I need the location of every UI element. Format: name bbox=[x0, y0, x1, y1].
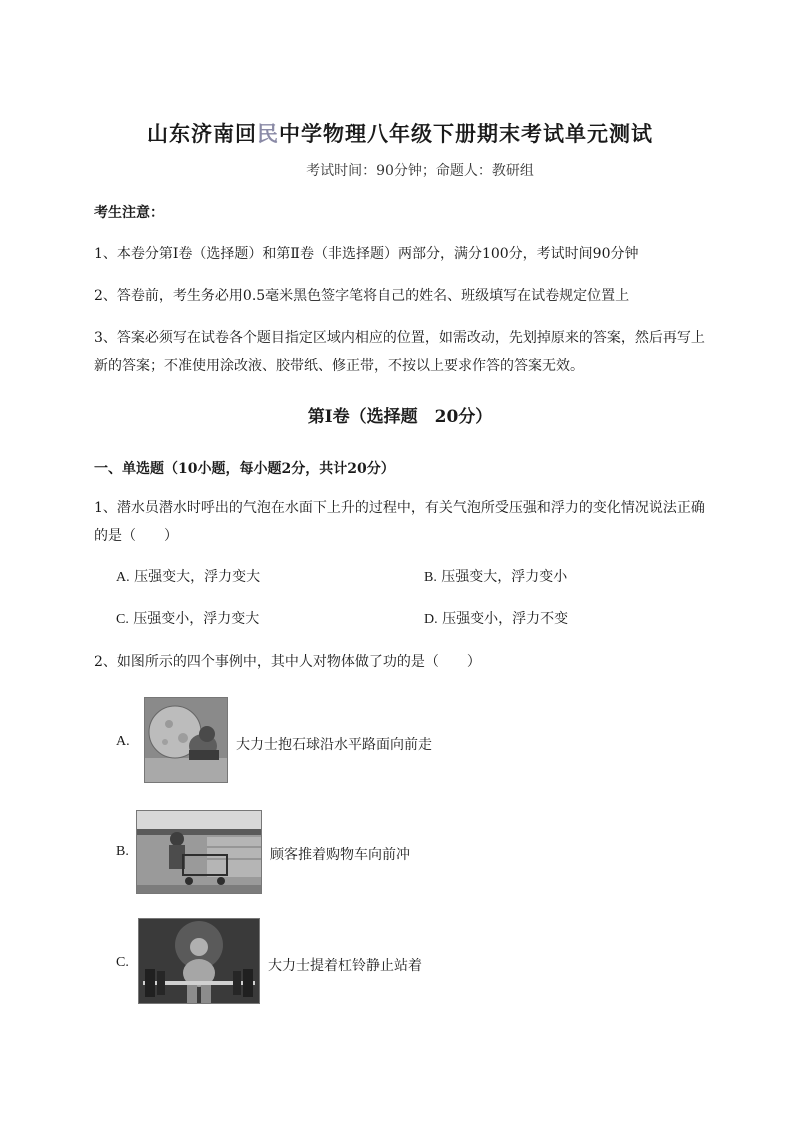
q2-option-c-text: 大力士提着杠铃静止站着 bbox=[268, 958, 422, 974]
q2-option-a-letter[interactable]: A. bbox=[116, 734, 130, 749]
part-heading: 一、单选题（10小题，每小题2分，共计20分） bbox=[94, 461, 395, 477]
q2-option-a-text: 大力士抱石球沿水平路面向前走 bbox=[236, 737, 432, 753]
q2-option-c-letter[interactable]: C. bbox=[116, 955, 129, 970]
barbell-lifter-photo-icon bbox=[138, 918, 260, 1004]
notice-heading: 考生注意： bbox=[94, 205, 164, 221]
notice-item-3: 3、答案必须写在试卷各个题目指定区域内相应的位置，如需改动，先划掉原来的答案，然后再写上新的答案；不准使用涂改液、胶带纸、修正带，不按以上要求作答的答案无效。 bbox=[94, 330, 705, 374]
shopping-cart-photo-icon bbox=[136, 810, 262, 894]
question-2-stem: 2、如图所示的四个事例中，其中人对物体做了功的是（ ） bbox=[94, 654, 481, 670]
exam-title: 山东济南回民中学物理八年级下册期末考试单元测试 bbox=[147, 121, 653, 146]
q1-option-c[interactable]: C. 压强变小，浮力变大 bbox=[116, 611, 260, 627]
q1-option-b[interactable]: B. 压强变大，浮力变小 bbox=[424, 569, 568, 585]
strongman-stone-photo-icon bbox=[144, 697, 228, 783]
section-title: 第Ⅰ卷（选择题 20分） bbox=[307, 407, 493, 427]
notice-item-2: 2、答卷前，考生务必用0.5毫米黑色签字笔将自己的姓名、班级填写在试卷规定位置上 bbox=[94, 288, 630, 304]
question-1-stem: 1、潜水员潜水时呼出的气泡在水面下上升的过程中，有关气泡所受压强和浮力的变化情况说法正确的是（ ） bbox=[94, 500, 705, 544]
notice-item-1: 1、本卷分第Ⅰ卷（选择题）和第Ⅱ卷（非选择题）两部分，满分100分，考试时间90分钟 bbox=[94, 246, 639, 262]
q2-option-b-text: 顾客推着购物车向前冲 bbox=[270, 847, 410, 863]
q1-option-a[interactable]: A. 压强变大，浮力变大 bbox=[116, 569, 261, 585]
exam-subtitle: 考试时间：90分钟；命题人：教研组 bbox=[306, 163, 534, 179]
q1-option-d[interactable]: D. 压强变小，浮力不变 bbox=[424, 611, 569, 627]
q2-option-b-letter[interactable]: B. bbox=[116, 844, 129, 859]
